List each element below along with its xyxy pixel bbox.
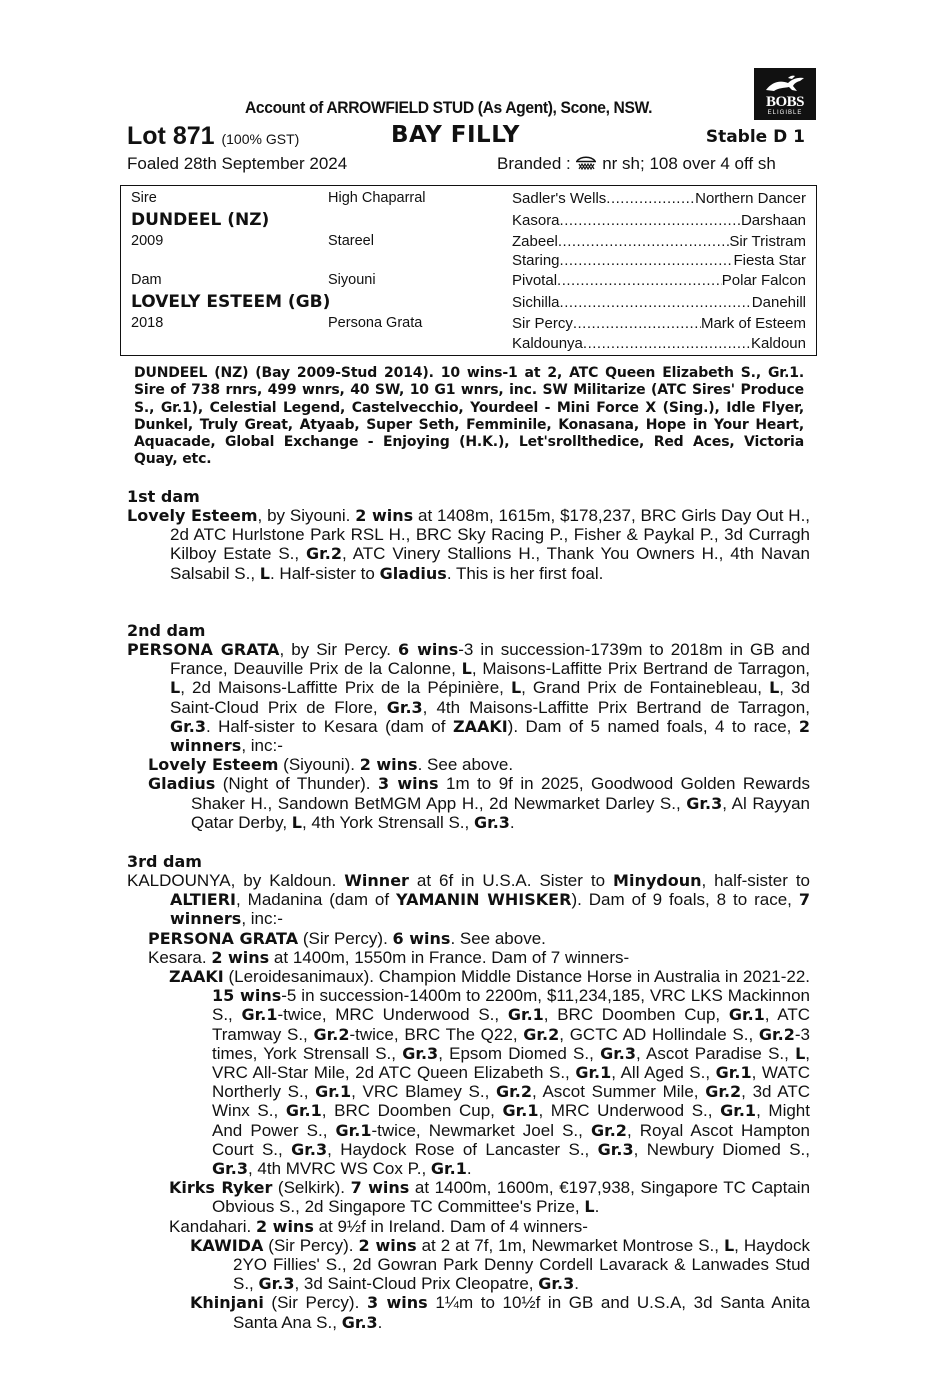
pedigree-table: [120, 185, 817, 356]
gen3-row: Kaldounya ..... Kaldoun: [512, 335, 806, 352]
lot-line: [127, 122, 817, 152]
logo-title: BOBS: [765, 94, 805, 110]
first-dam-text: Lovely Esteem, by Siyouni. 2 wins at 1408m, 1615m, $178,237, BRC Girls Day Out H., 2d ATC Hurlstone Park RSL H., BRC Sky Racing P., Fisher & Paykal P., 3d Curragh Kilboy Estate S., Gr.2, ATC Vinery Stallions H., Thank You Owners H., 4th Navan Salsabil S., L. Half-sister to Gladius. This is her first foal.: [127, 506, 811, 583]
progeny-entry: Lovely Esteem (Siyouni). 2 wins. See above.: [148, 755, 514, 775]
third-dam-section: [127, 852, 810, 1332]
progeny-entry: Kesara. 2 wins at 1400m, 1550m in France. Dam of 7 winners-: [148, 947, 630, 967]
progeny-entry: Kandahari. 2 wins at 9½f in Ireland. Dam of 4 winners-: [169, 1216, 588, 1236]
gen3-row: Kasora ..... Darshaan: [512, 212, 806, 229]
stable-location: Stable D 1: [705, 127, 805, 147]
lot-number: Lot 871 (100% GST): [127, 122, 300, 150]
dam-year: 2018: [131, 315, 164, 331]
progeny-entry: PERSONA GRATA (Sir Percy). 6 wins. See above.: [148, 928, 546, 948]
sire-year: 2009: [131, 233, 164, 249]
sire-summary: DUNDEEL (NZ) (Bay 2009-Stud 2014). 10 wins-1 at 2, ATC Queen Elizabeth S., Gr.1. Sire of 738 rnrs, 499 wnrs, 40 SW, 10 G1 wnrs, inc. SW Militarize (ATC Sires' Produce S., Gr.1), Celestial Legend, Castelvecchio, Yourdeel - Mini Force X (Sing.), Idle Flyer, Dunkel, Truly Great, Atyaab, Super Seth, Femminile, Konasana, Hope in Your Heart, Aquacade, Global Exchange - Enjoying (H.K.), Let'srollthedice, Red Aces, Victoria Quay, etc.: [134, 365, 804, 468]
progeny-entry: ZAAKI (Leroidesanimaux). Champion Middle Distance Horse in Australia in 2021-22. 15 wins-5 in succession-1400m to 2200m, $11,234,185, VRC LKS Mackinnon S., Gr.1-twice, MRC Underwood S., Gr.1, BRC Doomben Cup, Gr.1, ATC Tramway S., Gr.2-twice, BRC The Q22, Gr.2, GCTC AD Hollindale S., Gr.2-3 times, York Strensall S., Gr.3, Epsom Diomed S., Gr.3, Ascot Paradise S., L, VRC All-Star Mile, 2d ATC Queen Elizabeth S., Gr.1, All Aged S., Gr.1, WATC Northerly S., Gr.1, VRC Blamey S., Gr.2, Ascot Summer Mile, Gr.2, 3d ATC Winx S., Gr.1, BRC Doomben Cup, Gr.1, MRC Underwood S., Gr.1, Might And Power S., Gr.1-twice, Newmarket Joel S., Gr.2, Royal Ascot Hampton Court S., Gr.3, Haydock Rose of Lancaster S., Gr.3, Newbury Diomed S., Gr.3, 4th MVRC WS Cox P., Gr.1.: [169, 967, 811, 1179]
first-dam-section: [127, 487, 810, 583]
granddam-paternal: Stareel: [328, 233, 374, 249]
gst-note: (100% GST): [221, 131, 300, 147]
dam-name: LOVELY ESTEEM (GB): [131, 292, 331, 312]
gen3-row: Pivotal ..... Polar Falcon: [512, 272, 806, 289]
logo-subtitle: ELIGIBLE: [767, 110, 803, 116]
sire-name: DUNDEEL (NZ): [131, 210, 270, 230]
second-dam-section: [127, 621, 810, 832]
brand-info: Branded : nr sh; 108 over 4 off sh: [497, 154, 776, 173]
foaled-date: Foaled 28th September 2024: [127, 154, 348, 173]
sire-label: Sire: [131, 190, 157, 206]
progeny-entry: KAWIDA (Sir Percy). 2 wins at 2 at 7f, 1m, Newmarket Montrose S., L, Haydock 2YO Fillies' S., 2d Gowran Park Denny Cordell Lavarack & Lanwades Stud S., Gr.3, 3d Saint-Cloud Prix Cleopatre, Gr.3.: [190, 1235, 810, 1294]
gen3-row: Sichilla ..... Danehill: [512, 294, 806, 311]
grandsire-maternal: Siyouni: [328, 272, 376, 288]
section-heading: 1st dam: [127, 487, 200, 506]
grandsire-paternal: High Chaparral: [328, 190, 426, 206]
progeny-entry: Gladius (Night of Thunder). 3 wins 1m to 9f in 2025, Goodwood Golden Rewards Shaker H., Sandown BetMGM App H., 2d Newmarket Darley S., Gr.3, Al Rayyan Qatar Derby, L, 4th York Strensall S., Gr.3.: [148, 774, 810, 832]
gen3-row: Zabeel ..... Sir Tristram: [512, 233, 806, 250]
bobs-eligible-logo: [754, 68, 816, 120]
brand-mark-icon: [575, 155, 597, 171]
dam-label: Dam: [131, 272, 162, 288]
section-heading: 3rd dam: [127, 852, 202, 871]
section-heading: 2nd dam: [127, 621, 206, 640]
gen3-row: Staring ..... Fiesta Star: [512, 252, 806, 269]
progeny-entry: Khinjani (Sir Percy). 3 wins 1¼m to 10½f in GB and U.S.A, 3d Santa Anita Santa Ana S., Gr.3.: [190, 1293, 810, 1332]
lot-description: BAY FILLY: [391, 122, 520, 148]
gen3-row: Sir Percy ..... Mark of Esteem: [512, 315, 806, 332]
horse-logo-icon: [762, 74, 808, 96]
third-dam-text: KALDOUNYA, by Kaldoun. Winner at 6f in U.S.A. Sister to Minydoun, half-sister to ALTIERI, Madanina (dam of YAMANIN WHISKER). Dam of 9 foals, 8 to race, 7 winners, inc:-: [127, 871, 810, 929]
granddam-maternal: Persona Grata: [328, 315, 423, 331]
progeny-entry: Kirks Ryker (Selkirk). 7 wins at 1400m, 1600m, €197,938, Singapore TC Captain Obvious S., 2d Singapore TC Committee's Prize, L.: [169, 1178, 811, 1217]
second-dam-text: PERSONA GRATA, by Sir Percy. 6 wins-3 in succession-1739m to 2018m in GB and France, Deauville Prix de la Calonne, L, Maisons-Laffitte Prix Bertrand de Tarragon, L, 2d Maisons-Laffitte Prix de la Pépinière, L, Grand Prix de Fontainebleau, L, 3d Saint-Cloud Prix de Flore, Gr.3, 4th Maisons-Laffitte Prix Bertrand de Tarragon, Gr.3. Half-sister to Kesara (dam of ZAAKI). Dam of 5 named foals, 4 to race, 2 winners, inc:-: [127, 640, 811, 756]
gen3-row: Sadler's Wells ..... Northern Dancer: [512, 190, 806, 207]
vendor-account: Account of ARROWFIELD STUD (As Agent), Scone, NSW.: [245, 98, 653, 117]
